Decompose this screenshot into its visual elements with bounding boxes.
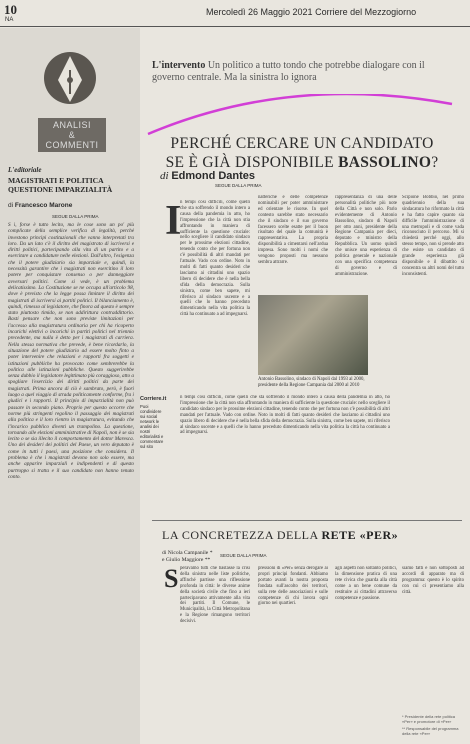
editorial-author-name: Francesco Marone [14, 202, 73, 209]
main-headline [152, 134, 452, 172]
main-segue: SEGUE DALLA PRIMA [215, 183, 262, 188]
section-code: NA [5, 17, 14, 23]
second-column-4: siamo fatti e non sottoposti ad accordi di apparato ma di programma: questo è lo spirito con cui ci presentiamo alla città. [402, 566, 464, 595]
second-byline-1: di Nicola Campanile * [162, 550, 213, 556]
page-number: 10 [4, 2, 17, 17]
second-dropcap: S [164, 564, 179, 593]
main-byline [160, 170, 255, 182]
second-headline-pre: LA CONCRETEZZA DELLA [162, 528, 318, 542]
second-byline-2: e Giulio Maggiore ** [162, 557, 211, 563]
main-column-continued: n tempi così difficili, come quelli che sta soffrendo il mondo intero a causa della pandemia in atto, ho l'impressione che la città non stia affrontando in maniera di sufficiente la questione cruciale: nello scegliere il candidato sindaco per le prossime elezioni cittadine, tenendo conto che per fortuna non c'è possibilità di altri mandati per l'attuale. Vado con ordine. Noto in molti di fatti quanto desideri che lasciamo ai cittadini uno spazio libero di decidere che è nella bella sfida della democrazia. Sulla sinistra, come ben sapete, mi riferisco al sindaco uscente e a quelli che lo hanno preceduto dimenticando nella vita politica la città ha continuato a ad impegnarsi. [180, 395, 390, 436]
editorial-body: S i, forse è tutto lecito, ma le cose sono un po' più complicate della semplice verifica di legalità, perché investono principi costituzionali che vanno interpretati tra loro. Da un lato c'è il diritto del magistrato di iscriversi e diritti politici, partecipando alla vita di un partito e a esercitare a candidature nelle elezioni. Dall'altro, l'esigenza che il potere giudiziario sia imparziale e, quindi, la necessità garantire che i magistrati non esercitino il loro potere per conquistare consenso o per danneggiare avversari politici. Come si vede, è un problema delicatissimo. La Costituzione se ne occupa all'articolo 98, dove è previsto che la legge possa limitare il diritto dei magistrati di iscriversi ai partiti politici. Il bilanciamento è, quindi, rimesso al legislatore, che finora ad questo è sempre stato piuttosto timido, se non addirittura contraddittorio. Basti pensare che non sono previste limitazioni per l'accesso alla magistratura ordinaria per chi ha ricoperto incarichi elettivi o incarichi in partiti politici nel triennio precedente, ma nulla è detto per i magistrati di carriera. Nella stessa normativa che prevede, è bene ricordarlo, la situazione del potere giudiziario ad essere molto finto a poter intervenire che relazioni e rapporti fra soggetti e istituzioni pubbliche ha provocato come sembrerebbe la politica alle istituzioni pubbliche. Questo suggerirebbe senza dubbio il legislatore legittimato più coraggioso, atto a spogliare l'esercizio dei diritti politici da parte dei magistrati. Prima ancora di ciò è sambrato, però, è fuori luogo a quel viaggio di strada politicamente conforme, fra i giudici e i rapporti. Il principio di imparzialità non può passare in secondo piano. Proprio per questo occorre che norme più stringenti regolino il passaggio dei magistrati alla politica e il loro rientro in magistratura, evitando che l'incarico pubblico diventi un trampolino. La questione, tornando alle elezioni amministrative di Napoli, non è se sia lecito o se sia illecito il comportamento del dottor Maresca. Uno dei desideri dei politici del Paese, un vero deputato è come in tutti i paesi, una posizione che considera. Il problema è che i magistrati devono non solo essere, ma anche apparire imparziali e indipendenti e di questo purtroppo si tratta e il suo candidato non hanno tenuto conto. [8, 222, 134, 480]
second-byline [162, 550, 213, 564]
editorial-title: MAGISTRATI E POLITICA QUESTIONE IMPARZIALITÀ [8, 176, 113, 194]
intervento-text: Un politico a tutto tondo che potrebbe dialogare con il governo centrale. Ma la sinistra lo ignora [152, 60, 425, 83]
byline-prefix: di [160, 170, 169, 182]
second-segue: SEGUE DALLA PRIMA [220, 553, 267, 558]
headline-line-2-pre: SE È GIÀ DISPONIBILE [165, 154, 334, 171]
section-label [38, 118, 106, 152]
section-divider [152, 520, 462, 521]
second-column-3: agli aspetti non soltanto politici, la dimensione pratica di una rete civica che guarda alla città come a un bene comune da restituire ai cittadini attraverso competenze e passione. [335, 566, 397, 601]
editorial-author-prefix: di [8, 202, 14, 209]
section-label-commenti: & COMMENTI [45, 130, 99, 150]
main-dropcap: I [165, 198, 182, 244]
section-label-analisi: ANALISI [52, 120, 91, 130]
corriere-box-text: Puoi condividere sui social network le analisi dei nostri editorialisti e commentare sul sito [140, 404, 164, 449]
footnote-2: ** Responsabile del programma della rete «Per» [402, 726, 459, 736]
date-line: Mercoledì 26 Maggio 2021 Corriere del Mezzogiorno [206, 7, 417, 17]
intervento-deck [152, 60, 452, 84]
bassolino-photo [258, 295, 368, 375]
intervento-label: L'intervento [152, 60, 206, 71]
headline-line-1: PERCHÉ CERCARE UN CANDIDATO [170, 135, 434, 152]
byline-author: Edmond Dantes [171, 170, 256, 182]
second-headline-em: RETE «PER» [321, 528, 399, 542]
second-column-1: peravamo tutti che bastasse la crisi della sinistra nelle liste politiche, affinché partisse una riflessione profonda in città: le diverse anime della società civile che fino a ieri partecipavano attivamente alla vita dei partiti. Il Comune, le Municipalità, la Città Metropolitana e la Regione rimangono territori decisivi. [180, 566, 250, 625]
second-column-2: pressioni di «Per» senza derogare ai propri principi fondanti. Abbiamo portato avanti la nostra proposta fondata sull'ascolto dei territori, sulla rete delle associazioni e sulle competenze di chi lavora ogni giorno nei quartieri. [258, 566, 328, 607]
editorial-author [8, 202, 72, 209]
corriere-box-title: Corriere.it [140, 396, 167, 402]
main-column-2: natteriche e delle competenze nominabili per poter amministrare ed orientare le risorse. In quel contesto sarebbe stato necessario che il sindaco e il suo governo facessero scelte esatte per il buon risultato del quale la comunità è rappresentativa. La propria disponibilità a cimentarsi nell'ardua impresa. Sono molti i nomi che vengono proposti ma nessuno sembra attrarre. [258, 195, 328, 265]
footnote-1: * Presidente della rete politica «Per» e promotore di «Per» [402, 714, 455, 724]
headline-name: BASSOLINO [338, 154, 432, 171]
headline-line-2-post: ? [431, 154, 439, 171]
main-column-1: n tempi così difficili, come quelli che sta soffrendo il mondo intero a causa della pandemia in atto, ho l'impressione che la città non stia affrontando in maniera di sufficiente la questione cruciale: nello scegliere il candidato sindaco per le prossime elezioni cittadine, tenendo conto che per fortuna non c'è possibilità di altri mandati per l'attuale. Vado con ordine. Noto in molti di fatti quanto desideri che lasciamo ai cittadini uno spazio libero di decidere che è nella bella sfida della democrazia. Sulla sinistra, come ben sapete, mi riferisco al sindaco uscente e a quelli che lo hanno preceduto dimenticando nella vita politica la città ha continuato a ad impegnarsi. [180, 200, 250, 318]
editorial-kicker: L'editoriale [8, 166, 42, 174]
photo-caption: Antonio Bassolino, sindaco di Napoli dal 1993 al 2000, presidente della Regione Campania dal 2000 al 2010 [258, 377, 365, 388]
second-headline [162, 528, 398, 543]
header-rule [0, 26, 470, 27]
main-column-4: Scipione Bobbio, nel primo quadriennio della sua sindacatura ho riformato la città e ha fatto capire quanto sia difficile l'amministrazione di una metropoli e di come vada riconosciuto il percorso. Mi si chiederà perché oggi, allo stesso tempo, non si prende atto che esiste un candidato di grande esperienza già disponibile e il dibattito si concentra su altri nomi del tutto inconsistenti. [402, 195, 464, 277]
fountain-pen-icon [42, 50, 98, 110]
main-column-3: rappresentanza di una delle personalità politiche più note della Città e non solo. Parlo evidentemente di Antonio Bassolino, sindaco di Napoli per otto anni, presidente della Regione Campania per dieci, deputato e ministro della Repubblica. Un uomo quindi che unisce una esperienza di politica generale e nazionale con una specifica competenza di governo e di amministrazione. [335, 195, 397, 277]
editorial-segue: SEGUE DALLA PRIMA [52, 214, 99, 219]
